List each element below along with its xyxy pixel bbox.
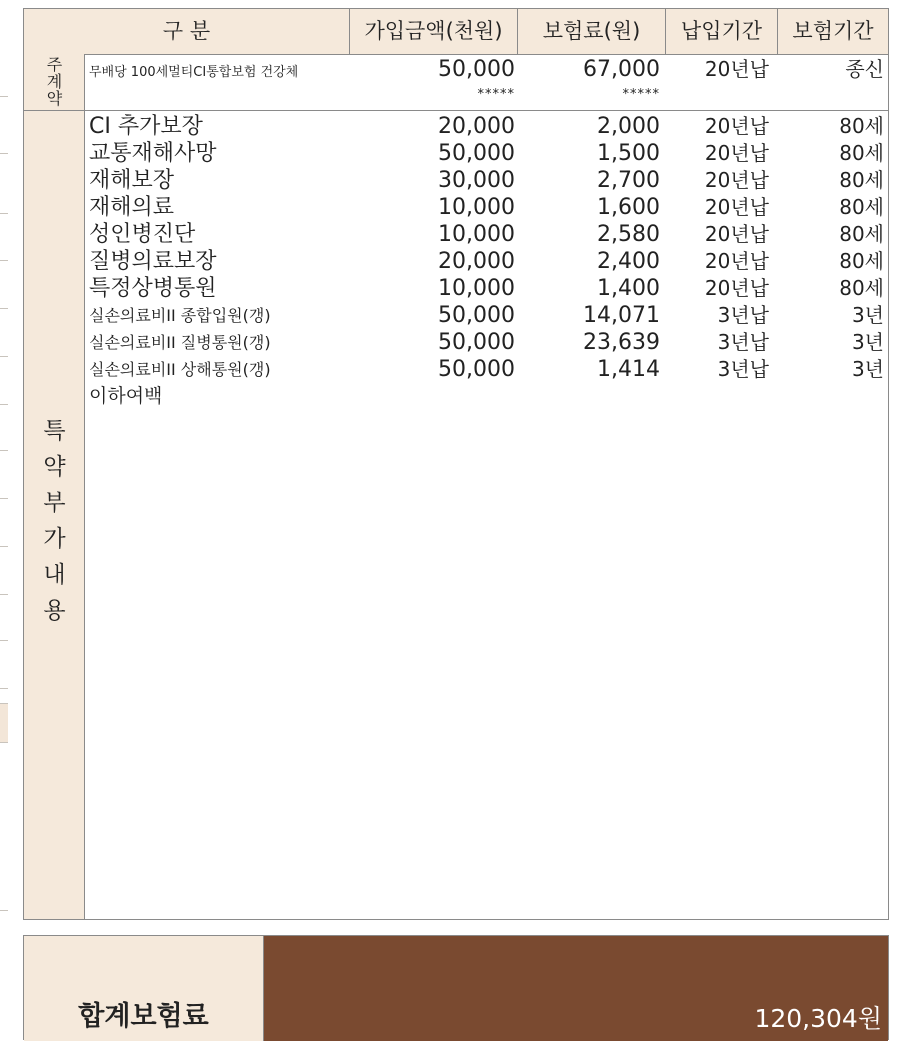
rider-coverage-period: 3년 bbox=[851, 330, 884, 354]
main-contract-premium: 67,000 bbox=[583, 57, 660, 82]
rider-amount: 10,000 bbox=[438, 276, 515, 301]
main-contract-amount: 50,000 bbox=[438, 57, 515, 82]
main-contract-name: 무배당 100세멀티CI통합보험 건강체 bbox=[89, 65, 299, 80]
rider-premium: 14,071 bbox=[583, 303, 660, 328]
rider-premium: 1,600 bbox=[597, 195, 660, 220]
total-premium-value: 120,304원 bbox=[754, 1004, 882, 1033]
rider-pay-period: 3년납 bbox=[717, 357, 769, 381]
rider-name: 실손의료비II 질병통원(갱) bbox=[89, 333, 271, 352]
rider-name: 교통재해사망 bbox=[89, 141, 217, 166]
rider-name: 재해보장 bbox=[89, 168, 175, 193]
rider-premium: 1,400 bbox=[597, 276, 660, 301]
rider-premium: 2,000 bbox=[597, 114, 660, 139]
total-premium-label-cell bbox=[24, 936, 264, 1041]
total-premium-value-cell bbox=[264, 936, 888, 1041]
rider-pay-period: 20년납 bbox=[704, 195, 769, 219]
rider-premium: 1,500 bbox=[597, 141, 660, 166]
rider-name: 질병의료보장 bbox=[89, 249, 217, 274]
rider-pay-period: 20년납 bbox=[704, 222, 769, 246]
main-contract-coverage-period: 종신 bbox=[845, 57, 884, 81]
rider-pay-period: 3년납 bbox=[717, 303, 769, 327]
rider-coverage-period: 80세 bbox=[839, 141, 884, 165]
rider-premium: 1,414 bbox=[597, 357, 660, 382]
rider-coverage-period: 80세 bbox=[839, 249, 884, 273]
rider-amount: 20,000 bbox=[438, 114, 515, 139]
rider-premium: 2,700 bbox=[597, 168, 660, 193]
blank-below-note: 이하여백 bbox=[89, 385, 163, 407]
rider-coverage-period: 3년 bbox=[851, 357, 884, 381]
amount-mask: ***** bbox=[477, 87, 515, 102]
rider-coverage-period: 80세 bbox=[839, 276, 884, 300]
rider-amount: 10,000 bbox=[438, 195, 515, 220]
main-contract-side-text: 주 계 약 bbox=[46, 55, 63, 108]
rider-side-label bbox=[24, 111, 85, 919]
rider-pay-period: 20년납 bbox=[704, 168, 769, 192]
header-pay-period: 납입기간 bbox=[666, 9, 778, 54]
rider-amount: 50,000 bbox=[438, 330, 515, 355]
header-premium: 보험료(원) bbox=[518, 9, 666, 54]
rider-name: CI 추가보장 bbox=[89, 114, 203, 139]
rider-pay-period: 20년납 bbox=[704, 141, 769, 165]
rider-amount: 30,000 bbox=[438, 168, 515, 193]
rider-amount: 50,000 bbox=[438, 141, 515, 166]
table-header bbox=[24, 9, 888, 55]
rider-name: 실손의료비II 종합입원(갱) bbox=[89, 306, 271, 325]
premium-mask: ***** bbox=[622, 87, 660, 102]
header-amount: 가입금액(천원) bbox=[350, 9, 518, 54]
rider-name: 성인병진단 bbox=[89, 222, 196, 247]
header-coverage-period: 보험기간 bbox=[792, 19, 874, 43]
rider-amount: 50,000 bbox=[438, 357, 515, 382]
rider-coverage-period: 80세 bbox=[839, 195, 884, 219]
rider-coverage-period: 3년 bbox=[851, 303, 884, 327]
total-premium-label: 합계보험료 bbox=[78, 1001, 209, 1032]
rider-side-text: 특 약 부 가 내 용 bbox=[43, 418, 66, 624]
rider-pay-period: 3년납 bbox=[717, 330, 769, 354]
main-contract-pay-period: 20년납 bbox=[704, 57, 769, 81]
row-divider bbox=[24, 110, 888, 111]
rider-pay-period: 20년납 bbox=[704, 249, 769, 273]
rider-amount: 10,000 bbox=[438, 222, 515, 247]
rider-name: 특정상병통원 bbox=[89, 276, 217, 301]
rider-name: 재해의료 bbox=[89, 195, 175, 220]
rider-premium: 2,400 bbox=[597, 249, 660, 274]
rider-pay-period: 20년납 bbox=[704, 276, 769, 300]
rider-coverage-period: 80세 bbox=[839, 222, 884, 246]
rider-premium: 23,639 bbox=[583, 330, 660, 355]
rider-premium: 2,580 bbox=[597, 222, 660, 247]
rider-pay-period: 20년납 bbox=[704, 114, 769, 138]
main-contract-side-label bbox=[24, 54, 85, 110]
insurance-table bbox=[23, 8, 889, 920]
rider-name: 실손의료비II 상해통원(갱) bbox=[89, 360, 271, 379]
rider-amount: 20,000 bbox=[438, 249, 515, 274]
rider-coverage-period: 80세 bbox=[839, 114, 884, 138]
rider-coverage-period: 80세 bbox=[839, 168, 884, 192]
total-premium-box bbox=[23, 935, 889, 1040]
header-category: 구 분 bbox=[24, 9, 350, 54]
rider-amount: 50,000 bbox=[438, 303, 515, 328]
adjacent-page-edge bbox=[0, 0, 10, 1040]
